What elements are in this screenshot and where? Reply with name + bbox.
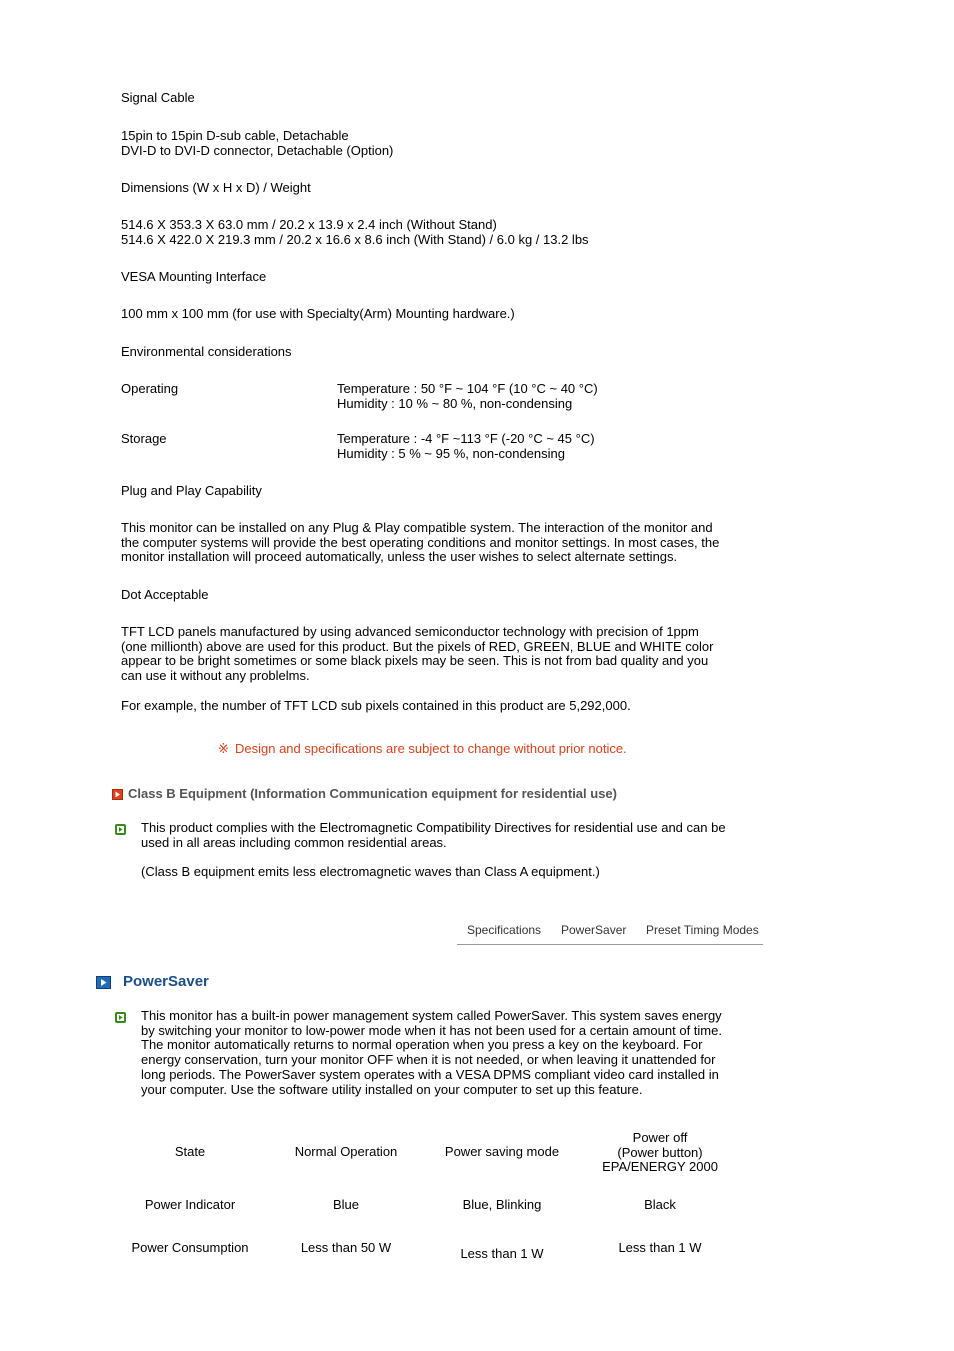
table-cell: Less than 50 W bbox=[300, 1240, 392, 1255]
notice-text: Design and specifications are subject to change without prior notice. bbox=[235, 741, 627, 756]
tab-bar bbox=[457, 922, 763, 945]
tab-specifications[interactable]: Specifications bbox=[467, 923, 542, 937]
dot-label: Dot Acceptable bbox=[121, 587, 209, 602]
powersaver-heading: PowerSaver bbox=[123, 973, 209, 990]
dot-text: TFT LCD panels manufactured by using advanced semiconductor technology with precision of 1ppm (one millionth) above are used for this product. But the pixels of RED, GREEN, BLUE and WHITE color appear to be bright sometimes or some black pixels may be seen. This is not from bad quality and you can use it without any problelms. bbox=[121, 624, 714, 684]
bullet-icon bbox=[115, 824, 126, 835]
table-cell: Less than 1 W bbox=[460, 1246, 544, 1261]
table-cell: Blue, Blinking bbox=[462, 1197, 542, 1212]
pnp-text: This monitor can be installed on any Plug & Play compatible system. The interaction of the monitor and the computer systems will provide the best operating conditions and monitor settings. In most cases, the monitor installation will proceed automatically, unless the user wishes to select alternate settings. bbox=[121, 520, 720, 565]
heading-arrow-icon bbox=[96, 976, 111, 989]
class-b-note: (Class B equipment emits less electromagnetic waves than Class A equipment.) bbox=[141, 864, 600, 879]
vesa-value: 100 mm x 100 mm (for use with Specialty(Arm) Mounting hardware.) bbox=[121, 306, 515, 321]
dot-example: For example, the number of TFT LCD sub pixels contained in this product are 5,292,000. bbox=[121, 698, 631, 713]
tab-powersaver[interactable]: PowerSaver bbox=[561, 923, 627, 937]
table-header-state: State bbox=[174, 1144, 206, 1159]
bullet-icon bbox=[115, 1012, 126, 1023]
table-cell: Blue bbox=[332, 1197, 360, 1212]
signal-cable-label: Signal Cable bbox=[121, 90, 195, 105]
operating-label: Operating bbox=[121, 381, 179, 396]
vesa-label: VESA Mounting Interface bbox=[121, 269, 267, 284]
notice-symbol: ※ bbox=[218, 741, 229, 756]
table-header-power-off: Power off (Power button) EPA/ENERGY 2000 bbox=[602, 1130, 718, 1174]
class-b-body: This product complies with the Electromagnetic Compatibility Directives for residential use and can be used in all areas including common residential areas. bbox=[141, 820, 726, 850]
section-arrow-icon bbox=[112, 789, 123, 800]
dimensions-value: 514.6 X 353.3 X 63.0 mm / 20.2 x 13.9 x 2.4 inch (Without Stand) 514.6 X 422.0 X 219.3 mm / 20.2 x 16.6 x 8.6 inch (With Stand) / 6.0 kg / 13.2 lbs bbox=[121, 217, 589, 247]
operating-value: Temperature : 50 °F ~ 104 °F (10 °C ~ 40 °C) Humidity : 10 % ~ 80 %, non-condensing bbox=[337, 381, 598, 411]
dimensions-label: Dimensions (W x H x D) / Weight bbox=[121, 180, 311, 195]
table-cell: Power Consumption bbox=[131, 1240, 249, 1255]
table-cell: Black bbox=[644, 1197, 676, 1212]
powersaver-body: This monitor has a built-in power management system called PowerSaver. This system saves energy by switching your monitor to low-power mode when it has not been used for a certain amount of time. The monitor automatically returns to normal operation when you press a key on the keyboard. For energy conservation, turn your monitor OFF when it is not needed, or when leaving it unattended for long periods. The PowerSaver system operates with a VESA DPMS compliant video card installed in your computer. Use the software utility installed on your computer to set up this feature. bbox=[141, 1008, 722, 1097]
env-label: Environmental considerations bbox=[121, 344, 292, 359]
table-cell: Power Indicator bbox=[144, 1197, 236, 1212]
signal-cable-value: 15pin to 15pin D-sub cable, Detachable DVI-D to DVI-D connector, Detachable (Option) bbox=[121, 128, 394, 158]
storage-value: Temperature : -4 °F ~113 °F (-20 °C ~ 45 °C) Humidity : 5 % ~ 95 %, non-condensing bbox=[337, 431, 595, 461]
pnp-label: Plug and Play Capability bbox=[121, 483, 262, 498]
storage-label: Storage bbox=[121, 431, 167, 446]
table-header-saving: Power saving mode bbox=[444, 1144, 560, 1159]
table-cell: Less than 1 W bbox=[618, 1240, 702, 1255]
tab-preset-timing-modes[interactable]: Preset Timing Modes bbox=[646, 923, 759, 937]
table-header-normal: Normal Operation bbox=[294, 1144, 398, 1159]
class-b-title: Class B Equipment (Information Communication equipment for residential use) bbox=[128, 786, 617, 801]
